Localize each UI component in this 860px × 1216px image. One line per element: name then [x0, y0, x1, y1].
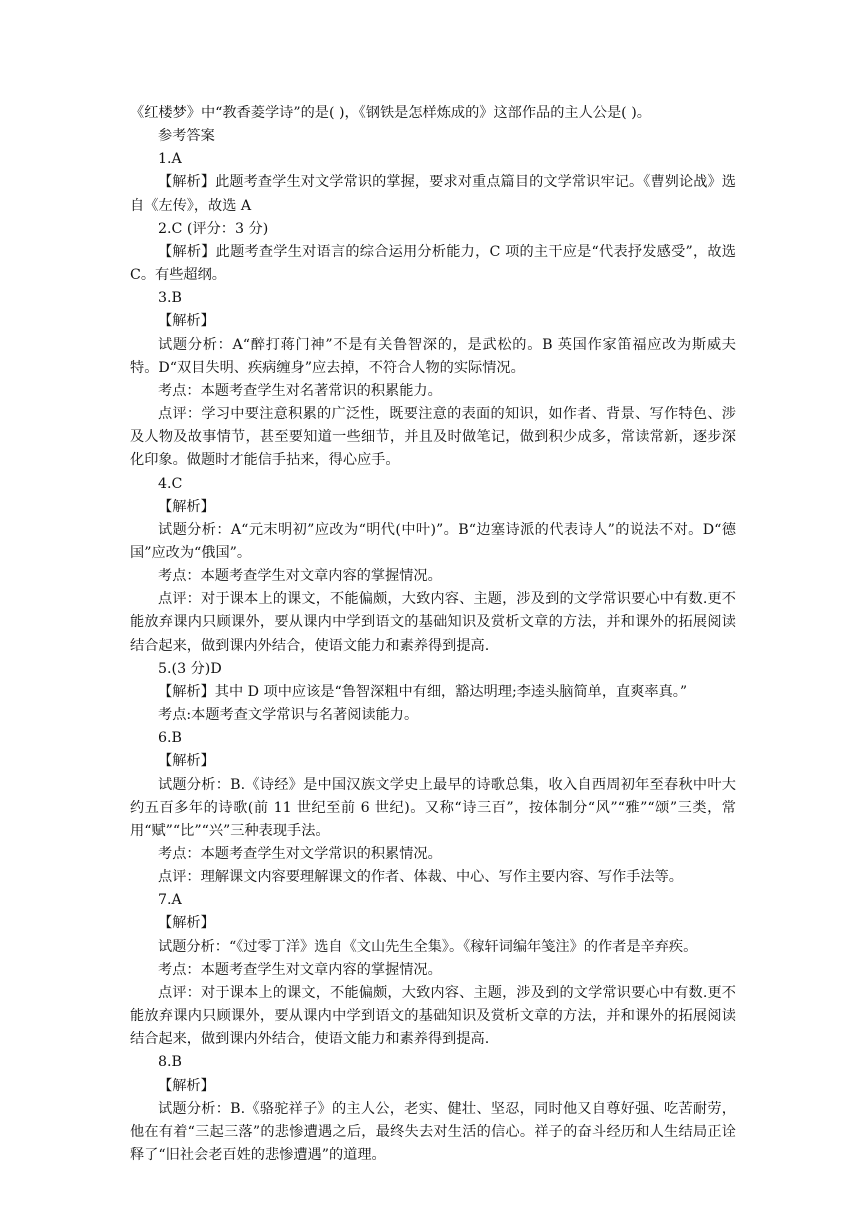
analysis-2: 【解析】此题考查学生对语言的综合运用分析能力，C 项的主干应是“代表抒发感受”，故选 C。有些超纲。 — [130, 243, 736, 284]
answer-8: 8.B — [158, 1054, 182, 1071]
analysis-label-6: 【解析】 — [158, 753, 215, 770]
question-text: 《红楼梦》中“教香菱学诗”的是( )，《钢铁是怎样炼成的》这部作品的主人公是( )。 — [130, 105, 651, 121]
analysis-7: 试题分析：“《过零丁洋》选自《文山先生全集》。《稼轩词编年笺注》的作者是辛弃疾。 — [158, 938, 698, 955]
analysis-label-8: 【解析】 — [158, 1077, 215, 1094]
dianping-4: 点评：对于课本上的课文，不能偏颇，大致内容、主题，涉及到的文学常识要心中有数.更不能放弃课内只顾课外，要从课内中学到语文的基础知识及赏析文章的方法，并和课外的拓展阅读结合起来，做到课内外结合，使语文能力和素养得到提高. — [130, 591, 736, 654]
kaodian-6: 考点：本题考查学生对文学常识的积累情况。 — [158, 846, 442, 862]
kaodian-5: 考点:本题考查文学常识与名著阅读能力。 — [158, 707, 419, 724]
answer-heading: 参考答案 — [158, 128, 215, 145]
analysis-6: 试题分析：B.《诗经》是中国汉族文学史上最早的诗歌总集，收入自西周初年至春秋中叶大约五百多年的诗歌(前 11 世纪至前 6 世纪)。又称“诗三百”，按体制分“风”“雅”“颂”三类，常用“赋”“比”“兴”三种表现手法。 — [130, 776, 736, 839]
analysis-1: 【解析】此题考查学生对文学常识的掌握，要求对重点篇目的文学常识牢记。《曹刿论战》选自《左传》，故选 A — [130, 174, 736, 214]
dianping-3: 点评：学习中要注意积累的广泛性，既要注意的表面的知识，如作者、背景、写作特色、涉及人物及故事情节，甚至要知道一些细节，并且及时做笔记，做到积少成多，常读常新，逐步深化印象。做题时才能信手拈来，得心应手。 — [130, 406, 736, 469]
answer-4: 4.C — [158, 475, 183, 492]
answer-2: 2.C (评分：3 分) — [158, 220, 269, 237]
dianping-6: 点评：理解课文内容要理解课文的作者、体裁、中心、写作主要内容、写作手法等。 — [158, 869, 683, 886]
analysis-label-7: 【解析】 — [158, 915, 215, 932]
document-page — [130, 102, 736, 1167]
analysis-label-4: 【解析】 — [158, 498, 215, 515]
dianping-7: 点评：对于课本上的课文，不能偏颇，大致内容、主题，涉及到的文学常识要心中有数.更不能放弃课内只顾课外，要从课内中学到语文的基础知识及赏析文章的方法，并和课外的拓展阅读结合起来，做到课内外结合，使语文能力和素养得到提高. — [130, 984, 736, 1048]
kaodian-3: 考点：本题考查学生对名著常识的积累能力。 — [158, 382, 442, 399]
kaodian-4: 考点：本题考查学生对文章内容的掌握情况。 — [158, 568, 442, 585]
analysis-4: 试题分析：A“元末明初”应改为“明代(中叶)”。B“边塞诗派的代表诗人”的说法不对。D“德国”应改为“俄国”。 — [130, 521, 736, 561]
analysis-5: 【解析】其中 D 项中应该是“鲁智深粗中有细，豁达明理;李逵头脑简单，直爽率真。” — [158, 683, 688, 700]
answer-6: 6.B — [158, 730, 182, 747]
answer-5: 5.(3 分)D — [158, 660, 222, 677]
answer-1: 1.A — [158, 151, 182, 168]
kaodian-7: 考点：本题考查学生对文章内容的掌握情况。 — [158, 961, 442, 978]
analysis-8: 试题分析：B.《骆驼祥子》的主人公，老实、健壮、坚忍，同时他又自尊好强、吃苦耐劳，他在有着“三起三落”的悲惨遭遇之后，最终失去对生活的信心。祥子的奋斗经历和人生结局正诠释了“旧社会老百姓的悲惨遭遇”的道理。 — [130, 1100, 736, 1164]
analysis-label-3: 【解析】 — [158, 313, 215, 330]
answer-7: 7.A — [158, 892, 182, 909]
analysis-3: 试题分析：A“醉打蒋门神”不是有关鲁智深的，是武松的。B 英国作家笛福应改为斯威夫特。D“双目失明、疾病缠身”应去掉，不符合人物的实际情况。 — [130, 336, 736, 376]
answer-3: 3.B — [158, 290, 182, 307]
